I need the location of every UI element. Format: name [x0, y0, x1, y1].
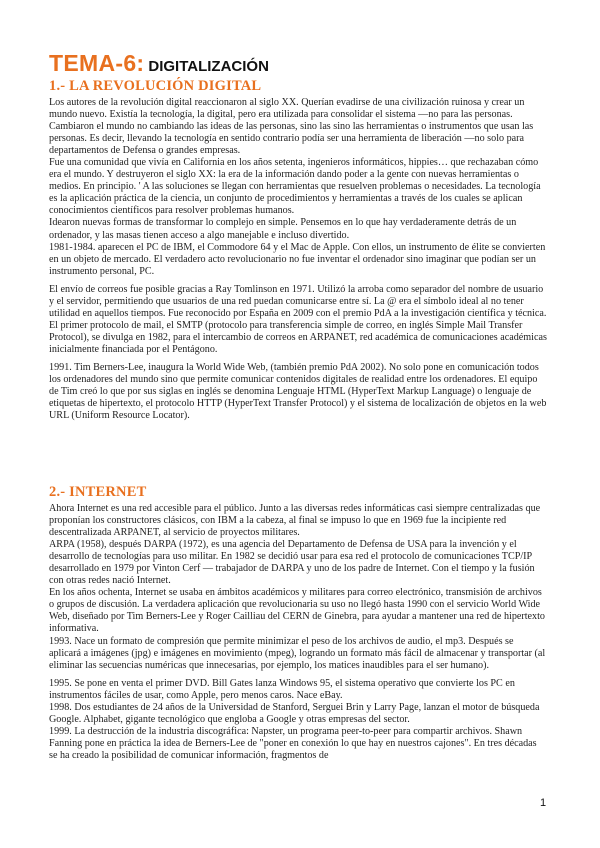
page-number: 1: [540, 797, 547, 809]
paragraph: 1995. Se pone en venta el primer DVD. Bill Gates lanza Windows 95, el sistema operativo que convierte los PC en instrumentos fáciles de usar, como Apple, pero menos caros. Nace eBay.: [49, 677, 515, 701]
section-2-body: [49, 503, 547, 762]
paragraph: 1981-1984. aparecen el PC de IBM, el Commodore 64 y el Mac de Apple. Con ellos, un instrumento de élite se convierten en un objeto de mercado. El verdadero acto revolucionario no fue inventar el ordenador sino imaginar que podían ser un instrumento personal, PC.: [49, 241, 546, 277]
section-2-heading: 2.- INTERNET: [49, 484, 147, 500]
paragraph: 1993. Nace un formato de compresión que permite minimizar el peso de los archivos de audio, el mp3. Después se aplicará a imágenes (jpg) e imágenes en movimiento (mpeg), logrando un formato más fácil de almacenar y transportar (al eliminar las secuencias numéricas que innecesarias, por ejemplo, los matices inaudibles para el ser humano).: [49, 635, 546, 671]
paragraph: 1999. La destrucción de la industria discográfica: Napster, un programa peer-to-peer para compartir archivos. Shawn Fanning pone en práctica la idea de Berners-Lee de "poner en conexión lo que hay en nuestros cajones". En tres décadas se ha creado la posibilidad de comunicar información, fragmentos de: [49, 725, 537, 761]
topic-number: TEMA-6:: [49, 50, 145, 76]
paragraph: 1998. Dos estudiantes de 24 años de la Universidad de Stanford, Serguei Brin y Larry Page, lanzan el motor de búsqueda Google. Alphabet, gigante tecnológico que engloba a Google y otras empresas del sector.: [49, 701, 540, 725]
paragraph: Ahora Internet es una red accesible para el público. Junto a las diversas redes informáticas casi siempre centralizadas que proponían los constructores clásicos, con IBM a la cabeza, al final se impuso lo que en 1969 fue la incipiente red descentralizada ARPANET, al servicio de proyectos militares.: [49, 503, 541, 539]
paragraph: En los años ochenta, Internet se usaba en ámbitos académicos y militares para correo electrónico, transmisión de archivos o grupos de discusión. La verdadera aplicación que revolucionaria su uso no llegó hasta 1990 con el servicio World Wide Web, diseñado por Tim Berners-Lee y Roger Cailliau del CERN de Ginebra, para ayudar a mantener una red de hipertexto informativa.: [49, 587, 545, 635]
paragraph: Los autores de la revolución digital reaccionaron al siglo XX. Querían evadirse de una civilización ruinosa y crear un mundo nuevo. Existía la tecnología, la digital, pero era utilizada para consolidar el sistema —no para las personas. Cambiaron el mundo no cambiando las ideas de las personas, sino las sino las herramientas o instrumentos que usan las personas. Es decir, llevando la tecnología en sentido contrario podía ser una herramienta de liberación —no solo para departamentos de Defensa o grandes empresas.: [49, 97, 534, 157]
paragraph: Fue una comunidad que vivía en California en los años setenta, ingenieros informáticos, hippies… que rechazaban cómo era el mundo. Y destruyeron el siglo XX: la era de la información dando poder a la gente con nuevas herramientas o medios. En principio. ' A las soluciones se llegan con herramientas que resuelven problemas o necesidades. La tecnología es la aplicación práctica de la ciencia, un conjunto de procedimientos y herramientas a través de los cuales se aplican conocimientos científicos para resolver problemas humanos.: [49, 157, 541, 217]
section-1-heading: 1.- LA REVOLUCIÓN DIGITAL: [49, 78, 262, 94]
paragraph: ARPA (1958), después DARPA (1972), es una agencia del Departamento de Defensa de USA para la invención y el desarrollo de tecnologías para uso militar. En 1982 se decidió usar para esa red el protocolo de comunicaciones TCP/IP desarrollado en 1979 por Vinton Cerf — trabajador de DARPA y uno de los padre de Internet. Con el tiempo y la fusión con otras redes nació Internet.: [49, 539, 535, 587]
section-1-body: [49, 97, 547, 422]
paragraph: El envío de correos fue posible gracias a Ray Tomlinson en 1971. Utilizó la arroba como separador del nombre de usuario y el servidor, permitiendo que usuarios de una red puedan comunicarse entre sí. La @ era el símbolo ideal al no tener utilidad en aquellos tiempos. Fue reconocido por España en 2009 con el premio PdA a la investigación científica y técnica. El primer protocolo de mail, el SMTP (protocolo para transferencia simple de correo, en inglés Simple Mail Transfer Protocol), se divulga en 1982, para el intercambio de correos en ARPANET, red académica de comunicaciones académicas inicialmente financiada por el Pentágono.: [49, 283, 547, 355]
paragraph: 1991. Tim Berners-Lee, inaugura la World Wide Web, (también premio PdA 2002). No solo pone en comunicación todos los ordenadores del mundo sino que permite comunicar contenidos digitales de realidad entre los ordenadores. El equipo de Tim creó lo que por sus siglas en inglés se denomina Lenguaje HTML (HyperText Markup Language) o lenguaje de etiquetas de hipertexto, el protocolo HTTP (HyperText Transfer Protocol) y el sistema de localización de objetos en la web URL (Uniform Resource Locator).: [49, 361, 547, 422]
paragraph: Idearon nuevas formas de transformar lo complejo en simple. Pensemos en lo que hay verdaderamente detrás de un ordenador, y las masas tienen acceso a algo manejable e incluso divertido.: [49, 217, 517, 241]
page-title: [49, 42, 269, 79]
topic-name: DIGITALIZACIÓN: [148, 58, 269, 75]
